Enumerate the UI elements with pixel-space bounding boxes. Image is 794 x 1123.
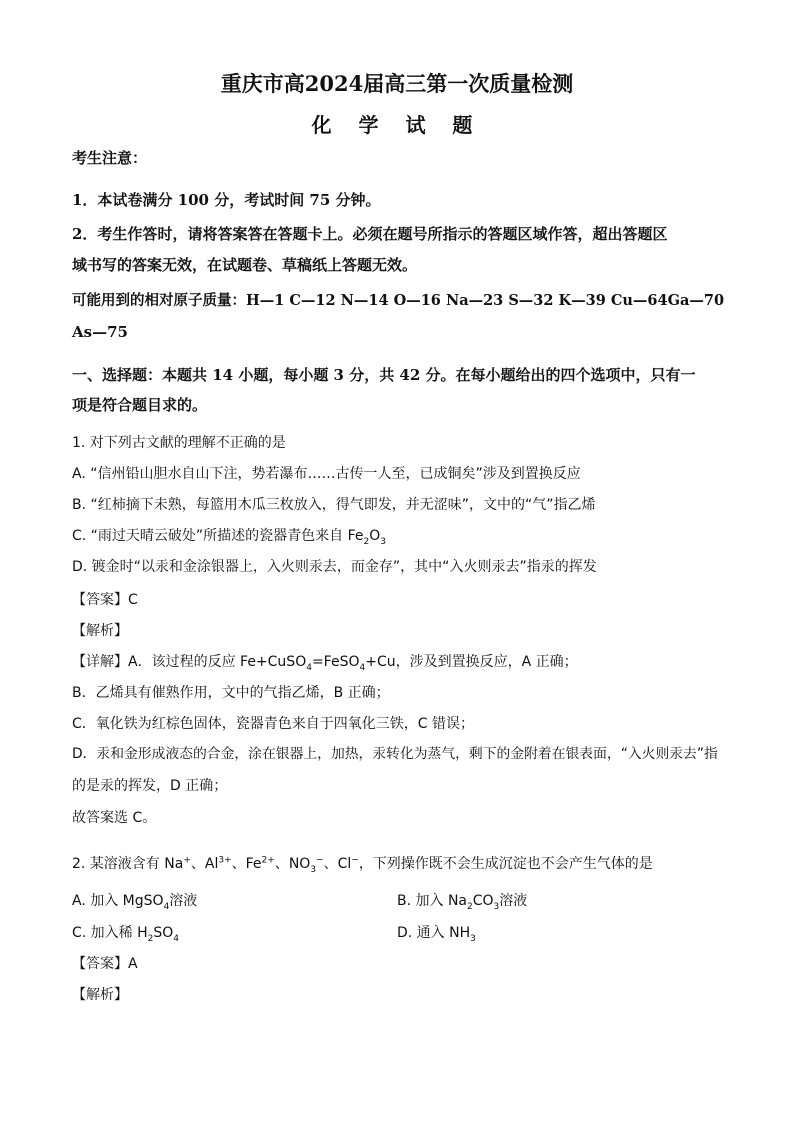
q1-option-d: D. 镀金时“以汞和金涂银器上，入火则汞去，而金存”，其中“入火则汞去”指汞的挥发 xyxy=(72,559,597,575)
q1-detail-d-line-2: 的是汞的挥发，D 正确； xyxy=(72,778,228,794)
notice-item-2-line-2: 域书写的答案无效，在试题卷、草稿纸上答题无效。 xyxy=(72,256,418,274)
page-subtitle: 化 学 试 题 xyxy=(311,113,483,137)
notice-item-1: 1．本试卷满分 100 分，考试时间 75 分钟。 xyxy=(72,191,381,209)
q1-detail-d-line-1: D．汞和金形成液态的合金，涂在银器上，加热，汞转化为蒸气，剩下的金附着在银表面，“入火则汞去”指 xyxy=(72,746,718,762)
q2-option-c: C. 加入稀 $H_2SO_4$ xyxy=(72,925,180,944)
notice-heading: 考生注意： xyxy=(72,149,148,167)
section-heading-line-2: 项是符合题目求的。 xyxy=(72,396,208,414)
q1-option-a: A. “信州铅山胆水自山下注，势若瀑布……古传一人至，已成铜矣”涉及到置换反应 xyxy=(72,466,581,482)
q1-detail-c: C．氧化铁为红棕色固体，瓷器青色来自于四氧化三铁，C 错误； xyxy=(72,716,474,732)
q1-option-b: B. “红柿摘下未熟，每篮用木瓜三枚放入，得气即发，并无涩味”，文中的“气”指乙烯 xyxy=(72,497,596,513)
notice-item-2-line-1: 2．考生作答时，请将答案答在答题卡上。必须在题号所指示的答题区域作答，超出答题区 xyxy=(72,225,668,243)
q1-answer: 【答案】C xyxy=(72,592,138,608)
q1-analysis-label: 【解析】 xyxy=(72,623,128,639)
page-title: 重庆市高2024届高三第一次质量检测 xyxy=(220,71,574,96)
section-heading-line-1: 一、选择题：本题共 14 小题，每小题 3 分，共 42 分。在每小题给出的四个选项中，只有一 xyxy=(72,366,696,384)
atomic-mass-line-2: As—75 xyxy=(72,323,128,341)
q2-option-d: D. 通入 $NH_3$ xyxy=(397,925,476,944)
q2-answer: 【答案】A xyxy=(72,956,138,972)
atomic-mass-line-1: 可能用到的相对原子质量：H—1 C—12 N—14 O—16 Na—23 S—32 K—39 Cu—64Ga—70 xyxy=(72,292,725,309)
q1-conclusion: 故答案选 C。 xyxy=(72,810,157,826)
q1-stem: 1. 对下列古文献的理解不正确的是 xyxy=(72,435,286,451)
q2-option-a: A. 加入 MgSO$_4$溶液 xyxy=(72,893,198,912)
q2-stem: 2. 某溶液含有 Na+、$Al^{3+}$、$Fe^{2+}$、$NO_3^-$、Cl−，下列操作既不会生成沉淀也不会产生气体的是 xyxy=(72,855,653,875)
q1-detail-a: 【详解】A．该过程的反应 Fe+CuSO$_4$=FeSO$_4$+Cu，涉及到置换反应，A 正确； xyxy=(72,654,578,673)
q2-option-b: B. 加入 $Na_2CO_3$溶液 xyxy=(397,893,528,912)
q2-analysis-label: 【解析】 xyxy=(72,987,128,1003)
q1-option-c: C. “雨过天晴云破处”所描述的瓷器青色来自 $Fe_2O_3$ xyxy=(72,528,387,547)
q1-detail-b: B．乙烯具有催熟作用，文中的气指乙烯，B 正确； xyxy=(72,685,390,701)
